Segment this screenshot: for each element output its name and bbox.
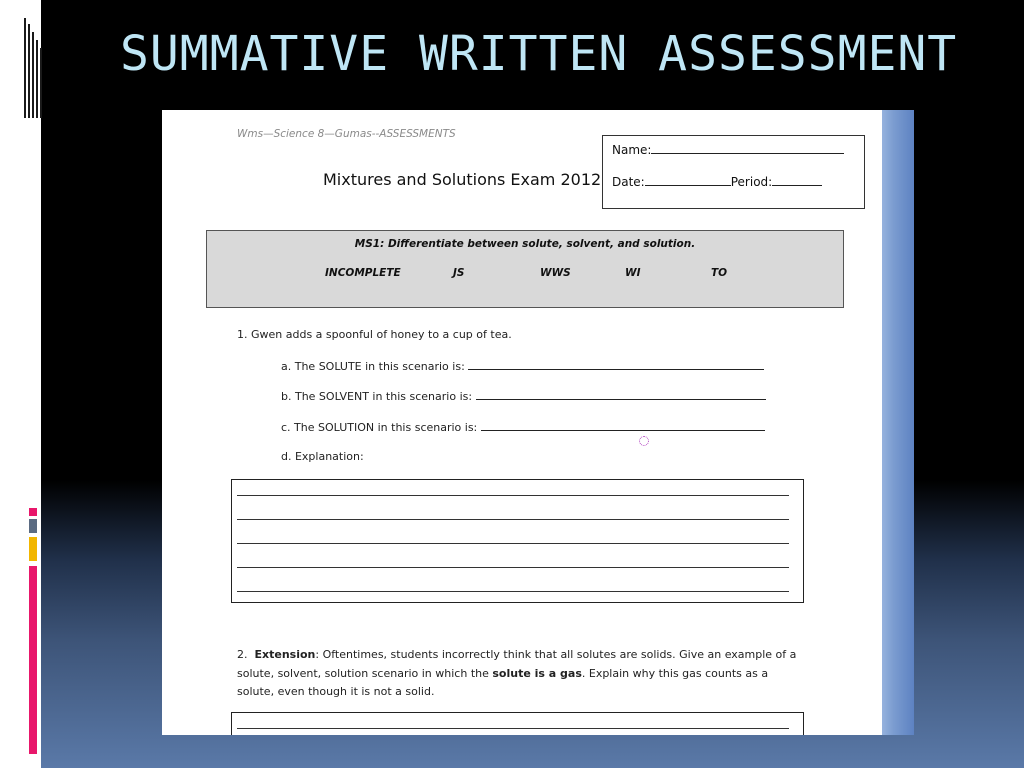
date-line (645, 174, 731, 186)
rating-js: JS (453, 267, 465, 279)
document-header: Wms—Science 8—Gumas--ASSESSMENTS (237, 128, 456, 140)
writing-line (237, 519, 789, 520)
slide-corner-lines-decoration (24, 18, 42, 118)
rating-wi: WI (625, 267, 641, 279)
writing-line (237, 495, 789, 496)
question-1c (281, 420, 765, 434)
rating-to: TO (711, 267, 728, 279)
accent-bar-yellow (29, 537, 37, 561)
rating-wws: WWS (540, 267, 571, 279)
question-1c-text: c. The SOLUTION in this scenario is: (281, 421, 478, 434)
question-2-bold-phrase: solute is a gas (492, 666, 582, 680)
question-1-prompt: 1. Gwen adds a spoonful of honey to a cup of tea. (237, 328, 512, 341)
document-side-band (880, 110, 914, 735)
question-1a (281, 359, 764, 373)
standard-title: MS1: Differentiate between solute, solvent, and solution. (354, 238, 696, 250)
writing-line (237, 543, 789, 544)
solution-answer-line (481, 420, 765, 431)
writing-line-end (757, 728, 789, 729)
extension-answer-box (231, 712, 804, 735)
period-label: Period: (730, 175, 773, 189)
accent-bar-magenta-small (29, 508, 37, 516)
solute-answer-line (468, 359, 764, 370)
writing-line-end (757, 567, 789, 568)
slide-title: SUMMATIVE WRITTEN ASSESSMENT (120, 26, 958, 82)
question-2-text-part-1: : Oftentimes, students incorrectly think that all solutes are solids. Give an example of a solute, solvent, solution scenario in which the (237, 648, 797, 680)
question-1d: d. Explanation: (281, 450, 364, 463)
standard-rubric-box (206, 230, 844, 308)
period-line (772, 174, 822, 186)
writing-line (237, 728, 789, 729)
name-line (651, 142, 844, 154)
explanation-answer-box (231, 479, 804, 603)
writing-line (237, 591, 789, 592)
accent-bar-gray (29, 519, 37, 533)
cursor-indicator (639, 436, 649, 446)
date-label: Date: (612, 175, 645, 189)
question-2-text (237, 646, 797, 702)
writing-line-end (757, 591, 789, 592)
solvent-answer-line (476, 389, 766, 400)
name-label: Name: (612, 143, 652, 157)
writing-line-end (757, 495, 789, 496)
exam-document-image (162, 110, 882, 735)
question-2-extension-label: Extension (254, 648, 316, 661)
exam-title: Mixtures and Solutions Exam 2012 (323, 170, 602, 189)
writing-line-end (757, 543, 789, 544)
question-1b-text: b. The SOLVENT in this scenario is: (281, 390, 473, 403)
accent-bar-magenta-tall (29, 566, 37, 754)
writing-line (237, 567, 789, 568)
rating-incomplete: INCOMPLETE (325, 267, 401, 279)
writing-line-end (757, 519, 789, 520)
question-2-text-part-2: . Explain why this gas counts as a solute, even though it is not a solid. (237, 666, 769, 698)
question-1a-text: a. The SOLUTE in this scenario is: (281, 360, 465, 373)
name-date-box (602, 135, 865, 209)
question-2-number: 2. (237, 648, 248, 661)
question-1b (281, 389, 766, 403)
